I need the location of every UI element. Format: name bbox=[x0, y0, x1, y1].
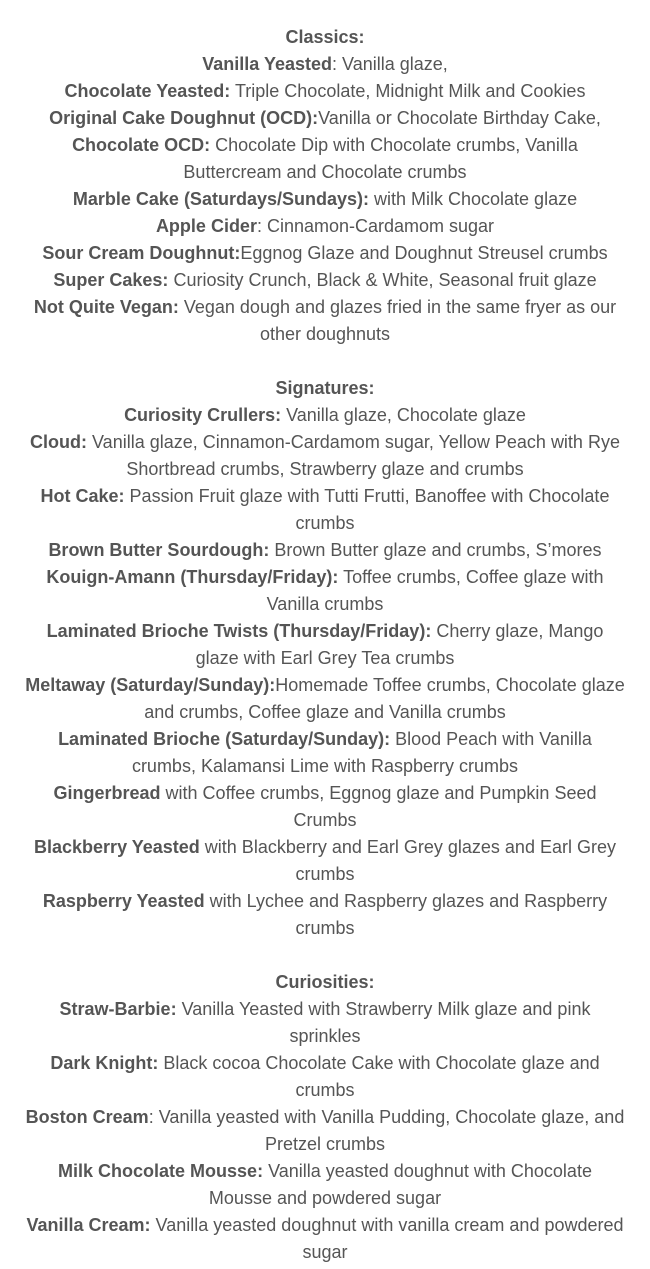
menu-item bbox=[25, 1212, 625, 1266]
item-description: Vanilla yeasted doughnut with vanilla cream and powdered sugar bbox=[150, 1215, 624, 1262]
item-description: Passion Fruit glaze with Tutti Frutti, Banoffee with Chocolate crumbs bbox=[124, 486, 610, 533]
menu-item bbox=[25, 78, 625, 105]
menu-section bbox=[25, 24, 625, 348]
item-name: Chocolate Yeasted: bbox=[64, 81, 231, 101]
item-description: Vanilla Yeasted with Strawberry Milk glaze and pink sprinkles bbox=[176, 999, 591, 1046]
item-name: Chocolate OCD: bbox=[72, 135, 211, 155]
item-description: with Blackberry and Earl Grey glazes and Earl Grey crumbs bbox=[199, 837, 616, 884]
item-name: Super Cakes: bbox=[53, 270, 169, 290]
item-name: Raspberry Yeasted bbox=[42, 891, 205, 911]
menu-item bbox=[25, 429, 625, 483]
item-description: Vanilla glaze, Cinnamon-Cardamom sugar, Yellow Peach with Rye Shortbread crumbs, Strawberry glaze and crumbs bbox=[87, 432, 620, 479]
item-name: Original Cake Doughnut (OCD): bbox=[49, 108, 319, 128]
menu-item bbox=[25, 618, 625, 672]
item-description: : Cinnamon-Cardamom sugar bbox=[256, 216, 495, 236]
item-description: Toffee crumbs, Coffee glaze with Vanilla crumbs bbox=[266, 567, 604, 614]
item-name: Not Quite Vegan: bbox=[33, 297, 179, 317]
menu-item bbox=[25, 1158, 625, 1212]
menu-item bbox=[25, 402, 625, 429]
section-heading: Curiosities: bbox=[275, 972, 375, 992]
menu-item bbox=[25, 537, 625, 564]
item-description: with Coffee crumbs, Eggnog glaze and Pumpkin Seed Crumbs bbox=[160, 783, 597, 830]
item-description: with Lychee and Raspberry glazes and Raspberry crumbs bbox=[204, 891, 608, 938]
item-description: Blood Peach with Vanilla crumbs, Kalamansi Lime with Raspberry crumbs bbox=[131, 729, 592, 776]
item-name: Brown Butter Sourdough: bbox=[48, 540, 270, 560]
item-name: Laminated Brioche (Saturday/Sunday): bbox=[58, 729, 391, 749]
section-spacer bbox=[25, 942, 625, 969]
menu-item bbox=[25, 1050, 625, 1104]
item-name: Vanilla Yeasted bbox=[202, 54, 333, 74]
menu-item bbox=[25, 132, 625, 186]
menu-item bbox=[25, 834, 625, 888]
item-name: Vanilla Cream: bbox=[26, 1215, 151, 1235]
item-description: Triple Chocolate, Midnight Milk and Cookies bbox=[230, 81, 586, 101]
item-name: Marble Cake (Saturdays/Sundays): bbox=[72, 189, 369, 209]
menu-item bbox=[25, 483, 625, 537]
menu-item bbox=[25, 564, 625, 618]
item-description: Brown Butter glaze and crumbs, S’mores bbox=[269, 540, 602, 560]
item-description: Vegan dough and glazes fried in the same fryer as our other doughnuts bbox=[178, 297, 617, 344]
item-name: Dark Knight: bbox=[50, 1053, 159, 1073]
menu-item bbox=[25, 267, 625, 294]
item-description: : Vanilla yeasted with Vanilla Pudding, Chocolate glaze, and Pretzel crumbs bbox=[148, 1107, 625, 1154]
item-name: Curiosity Crullers: bbox=[124, 405, 282, 425]
menu-item bbox=[25, 888, 625, 942]
item-description: Black cocoa Chocolate Cake with Chocolate glaze and crumbs bbox=[158, 1053, 600, 1100]
menu-item bbox=[25, 726, 625, 780]
menu-item bbox=[25, 294, 625, 348]
item-name: Straw-Barbie: bbox=[59, 999, 177, 1019]
menu-item bbox=[25, 213, 625, 240]
item-name: Laminated Brioche Twists (Thursday/Friday): bbox=[46, 621, 432, 641]
item-description: Homemade Toffee crumbs, Chocolate glaze and crumbs, Coffee glaze and Vanilla crumbs bbox=[144, 675, 625, 722]
section-heading: Signatures: bbox=[275, 378, 375, 398]
item-description: Vanilla glaze, Chocolate glaze bbox=[281, 405, 526, 425]
item-name: Milk Chocolate Mousse: bbox=[58, 1161, 264, 1181]
menu-item bbox=[25, 240, 625, 267]
menu-item bbox=[25, 780, 625, 834]
item-description: Vanilla or Chocolate Birthday Cake, bbox=[318, 108, 601, 128]
item-description: with Milk Chocolate glaze bbox=[369, 189, 578, 209]
menu-item bbox=[25, 1104, 625, 1158]
item-name: Sour Cream Doughnut: bbox=[42, 243, 241, 263]
item-description: : Vanilla glaze, bbox=[332, 54, 448, 74]
item-description: Chocolate Dip with Chocolate crumbs, Vanilla Buttercream and Chocolate crumbs bbox=[183, 135, 578, 182]
item-description: Vanilla yeasted doughnut with Chocolate Mousse and powdered sugar bbox=[208, 1161, 592, 1208]
menu-item bbox=[25, 186, 625, 213]
item-name: Boston Cream bbox=[25, 1107, 149, 1127]
item-name: Meltaway (Saturday/Sunday): bbox=[25, 675, 276, 695]
menu-section bbox=[25, 375, 625, 942]
menu-item bbox=[25, 672, 625, 726]
item-description: Curiosity Crunch, Black & White, Seasonal fruit glaze bbox=[168, 270, 597, 290]
menu-item bbox=[25, 105, 625, 132]
menu-item bbox=[25, 996, 625, 1050]
section-spacer bbox=[25, 348, 625, 375]
menu-section bbox=[25, 969, 625, 1266]
item-name: Cloud: bbox=[30, 432, 88, 452]
section-heading: Classics: bbox=[285, 27, 365, 47]
item-name: Blackberry Yeasted bbox=[34, 837, 200, 857]
item-description: Eggnog Glaze and Doughnut Streusel crumbs bbox=[240, 243, 608, 263]
item-name: Apple Cider bbox=[155, 216, 257, 236]
menu-item bbox=[25, 51, 625, 78]
item-description: Cherry glaze, Mango glaze with Earl Grey Tea crumbs bbox=[195, 621, 604, 668]
item-name: Kouign-Amann (Thursday/Friday): bbox=[46, 567, 339, 587]
item-name: Gingerbread bbox=[53, 783, 161, 803]
item-name: Hot Cake: bbox=[40, 486, 125, 506]
